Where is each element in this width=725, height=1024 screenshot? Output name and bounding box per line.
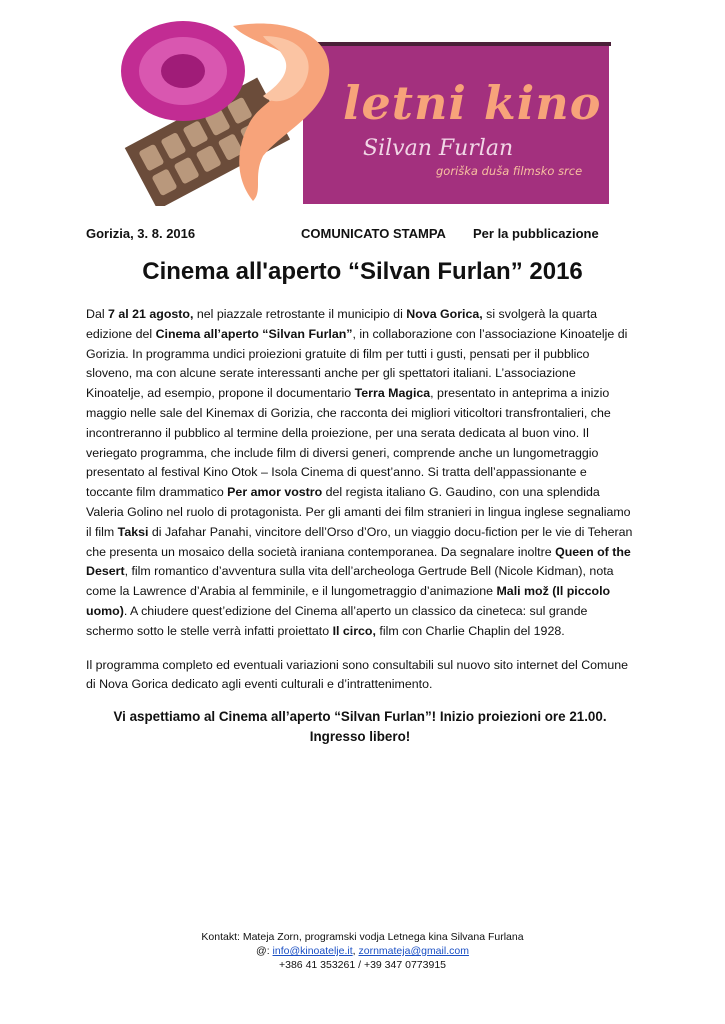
header-label: COMUNICATO STAMPA: [301, 226, 446, 241]
text-run: . A chiudere quest’edizione del Cinema all’aperto un classico da cineteca: sul grande schermo sotto le stelle verrà infatti proiettato: [86, 603, 588, 638]
body-text: [86, 305, 634, 709]
email-link-zorn[interactable]: zornmateja@gmail.com: [358, 945, 469, 957]
text-run: Dal: [86, 307, 109, 321]
bold-run: Per amor vostro: [227, 485, 323, 500]
footer-email-line: [0, 944, 725, 958]
text-run: , film romantico d’avventura sulla vita dell’archeologa Gertrude Bell (Nicole Kidman), nota come la Lawrence d’Arabia al femminile, e il lungometraggio d’animazione: [86, 564, 614, 599]
bold-run: Taksi: [117, 524, 149, 539]
header-date: Gorizia, 3. 8. 2016: [86, 226, 196, 241]
banner-signature: Silvan Furlan: [363, 136, 514, 161]
bold-run: Queen of the Desert: [86, 544, 631, 579]
text-run: film con Charlie Chaplin del 1928.: [375, 623, 565, 638]
banner-tagline: goriška duša filmsko srce: [436, 164, 583, 178]
text-run: si svolgerà la quarta edizione del: [86, 307, 598, 341]
film-reel-logo-icon: [113, 16, 373, 206]
bold-run: Il circo,: [332, 623, 376, 638]
email-link-info[interactable]: info@kinoatelje.it: [272, 945, 353, 957]
bold-run: Cinema all’aperto “Silvan Furlan”: [155, 326, 353, 341]
at-prefix: @:: [256, 945, 273, 957]
bold-run: Terra Magica: [354, 386, 431, 401]
letni-kino-banner: [113, 16, 611, 206]
bold-run: Nova Gorica,: [406, 307, 483, 321]
footer-phones: +386 41 353261 / +39 347 0773915: [279, 959, 446, 971]
separator: ,: [352, 945, 359, 957]
bold-run: 7 al 21 agosto,: [108, 307, 194, 321]
closing-invitation: Vi aspettiamo al Cinema all’aperto “Silvan Furlan”! Inizio proiezioni ore 21.00. Ingresso libero!: [113, 709, 607, 744]
paragraph-2: Il programma completo ed eventuali variazioni sono consultabili sul nuovo sito internet del Comune di Nova Gorica dedicato agli eventi culturali e d’intrattenimento.: [86, 657, 629, 692]
bold-run: Mali mož (Il piccolo uomo): [86, 584, 611, 618]
header-row: [86, 226, 626, 244]
header-publication: Per la pubblicazione: [473, 226, 599, 241]
text-run: di Jafahar Panahi, vincitore dell’Orso d’Oro, un viaggio docu-fiction per le vie di Teheran che presenta un mosaico della società iraniana contemporanea. Da segnalare inoltre: [86, 524, 633, 559]
footer-contact: [0, 930, 725, 972]
paragraph-1: [86, 305, 634, 642]
text-run: , presentato in anteprima a inizio maggio nelle sale del Kinemax di Gorizia, che racconta dei migliori viticoltori transfrontalieri, che incontreranno il pubblico al termine della proiezione, per una serata dedicata al buon vino. Il veriegato programma, che include film di diversi generi, comprende anche un lungometraggio presentato al festival Kino Otok – Isola Cinema di quest’anno. Si tratta dell’appassionante e toccante film drammatico: [86, 386, 611, 500]
text-run: , in collaborazione con l’associazione Kinoatelje di Gorizia. In programma undici proiezioni gratuite di film per tutti i gusti, pensati per il pubblico sloveno, ma con alcune serate interessanti anche per gli spettatori italiani. L’associazione Kinoatelje, ad esempio, propone il documentario: [86, 326, 628, 401]
banner-title: letni kino: [343, 76, 602, 130]
text-run: del regista italiano G. Gaudino, con una splendida Valeria Golino nel ruolo di protagonista. Per gli amanti dei film stranieri in lingua inglese segnaliamo il film: [86, 485, 631, 539]
footer-contact-line: Kontakt: Mateja Zorn, programski vodja Letnega kina Silvana Furlana: [201, 931, 524, 943]
page-title: Cinema all'aperto “Silvan Furlan” 2016: [142, 258, 583, 285]
text-run: nel piazzale retrostante il municipio di: [193, 307, 407, 321]
